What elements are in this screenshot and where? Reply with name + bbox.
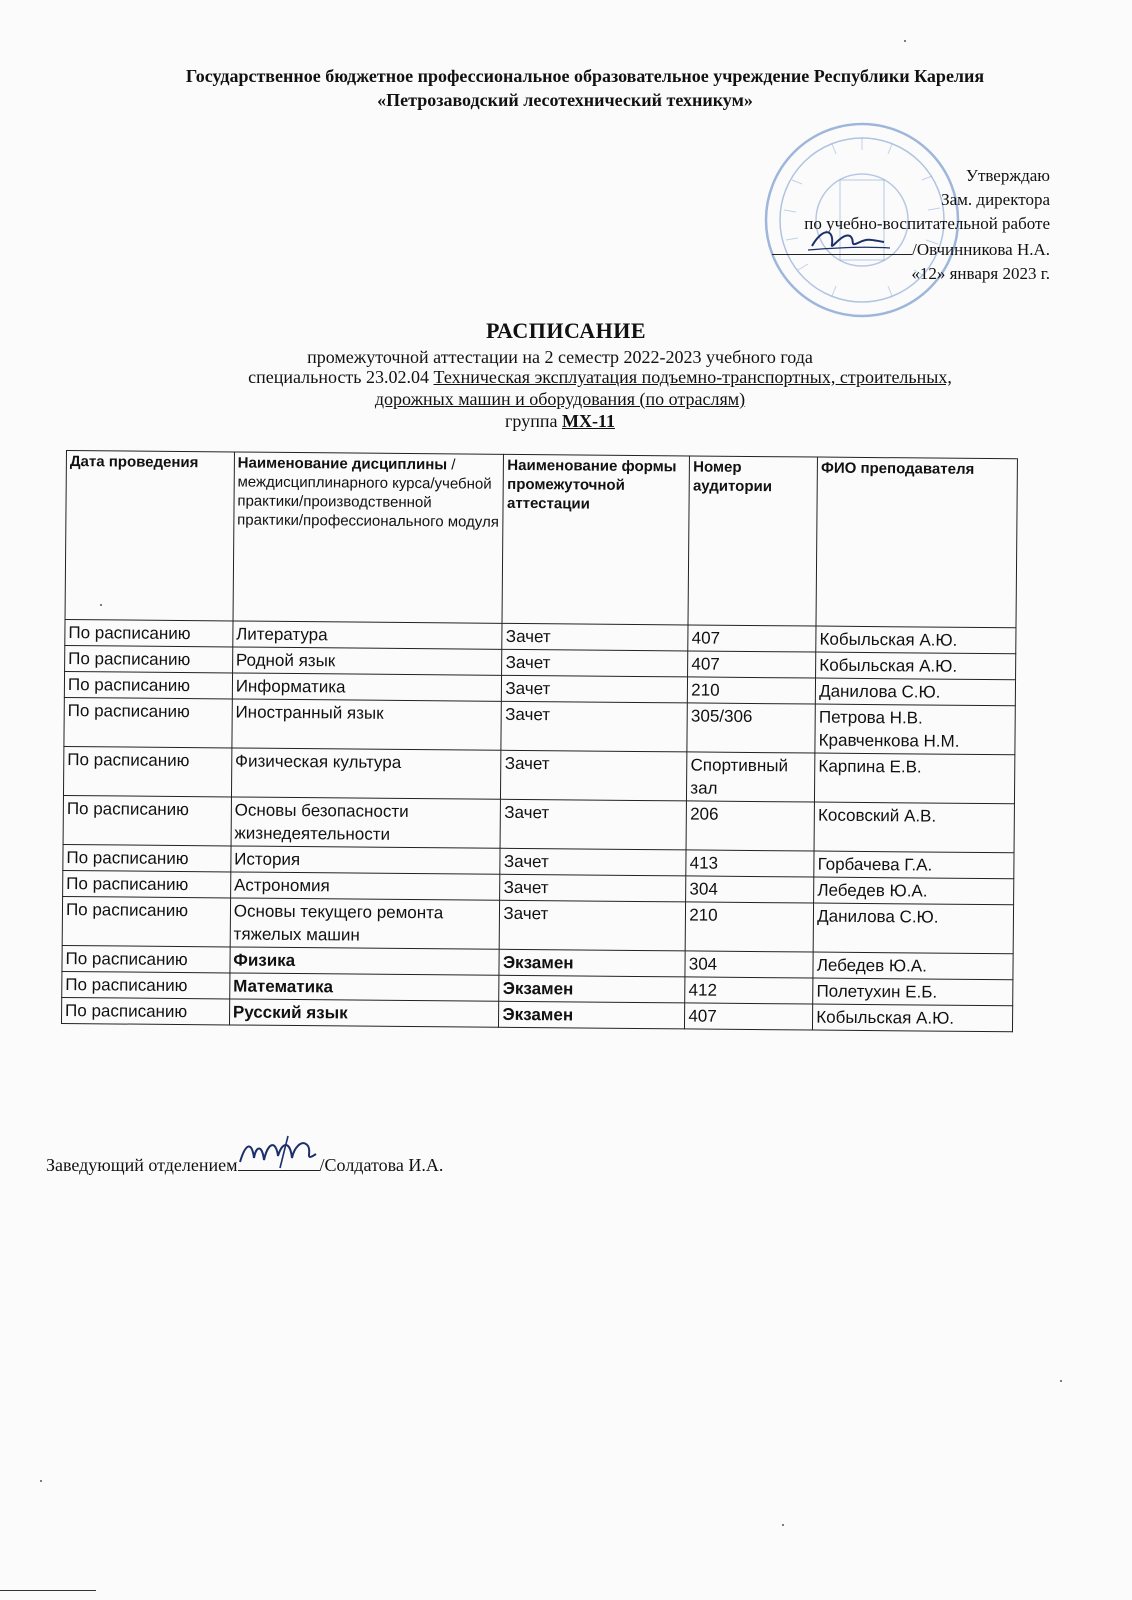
discipline-cell: Физическая культура [231, 748, 501, 799]
room-cell: 407 [685, 1003, 813, 1030]
footer-signature [46, 1152, 443, 1176]
date-cell: По расписанию [65, 645, 233, 672]
form-cell: Зачет [500, 900, 686, 951]
specialty-name-line1: Техническая эксплуатация подъемно-транспортных, строительных, [433, 367, 952, 387]
specialty-line-2 [180, 388, 940, 410]
header-discipline-bold: Наименование дисциплины [237, 454, 448, 474]
discipline-cell: Русский язык [229, 999, 499, 1027]
schedule-table [61, 450, 1018, 1032]
date-cell: По расписанию [64, 671, 232, 698]
teacher-cell: Петрова Н.В. Кравченкова Н.М. [815, 704, 1015, 755]
scan-speck [904, 40, 906, 42]
room-cell: 407 [688, 625, 816, 652]
approval-signer-row [772, 236, 1050, 262]
date-cell: По расписанию [63, 795, 231, 845]
discipline-cell: Информатика [232, 673, 502, 701]
form-cell: Зачет [500, 848, 686, 876]
institution-line-2: «Петрозаводский лесотехнический техникум» [377, 90, 753, 110]
teacher-cell: Лебедев Ю.А. [814, 877, 1014, 905]
room-cell: 210 [688, 677, 816, 704]
approval-signer: /Овчинникова Н.А. [912, 240, 1050, 259]
date-cell: По расписанию [63, 844, 231, 871]
footer-name: /Солдатова И.А. [319, 1155, 444, 1175]
date-cell: По расписанию [63, 870, 231, 897]
discipline-cell: Родной язык [232, 647, 502, 675]
teacher-cell: Кобыльская А.Ю. [816, 652, 1016, 680]
table-header-row [65, 451, 1017, 628]
table-row [63, 746, 1014, 803]
form-cell: Зачет [501, 750, 687, 801]
date-cell: По расписанию [64, 697, 232, 747]
approval-line-1: Утверждаю [965, 166, 1050, 185]
footer-position: Заведующий отделением [46, 1155, 238, 1175]
approval-block [772, 164, 1050, 286]
institution-line-1: Государственное бюджетное профессиональное образовательное учреждение Республики Карелия [185, 66, 985, 86]
room-cell: 305/306 [687, 703, 815, 753]
specialty-line [100, 366, 1100, 388]
date-cell: По расписанию [62, 971, 230, 998]
approval-date: «12» января 2023 г. [911, 264, 1050, 283]
scan-edge-line [0, 1590, 96, 1591]
date-cell: По расписанию [62, 896, 230, 946]
teacher-cell: Карпина Е.В. [815, 753, 1015, 804]
room-cell: 210 [685, 902, 813, 952]
scan-speck [40, 1480, 42, 1482]
room-cell: Спортивный зал [687, 752, 815, 802]
room-cell: 407 [688, 651, 816, 678]
discipline-cell: История [231, 846, 501, 874]
room-cell: 412 [685, 977, 813, 1004]
discipline-cell: Математика [230, 973, 500, 1001]
footer-signature-line [238, 1152, 320, 1171]
header-teacher: ФИО преподавателя [816, 457, 1017, 628]
header-form: Наименование формы промежуточной аттестации [502, 454, 689, 625]
room-cell: 304 [685, 951, 813, 978]
discipline-cell: Основы безопасности жизнедеятельности [231, 797, 501, 848]
table-row [62, 896, 1013, 953]
table-row [63, 795, 1014, 852]
form-cell: Зачет [501, 701, 687, 752]
room-cell: 413 [686, 850, 814, 877]
form-cell: Экзамен [499, 949, 685, 977]
teacher-cell: Полетухин Е.Б. [813, 978, 1013, 1006]
table-body [61, 619, 1015, 1031]
form-cell: Экзамен [499, 975, 685, 1003]
teacher-cell: Данилова С.Ю. [816, 678, 1016, 706]
date-cell: По расписанию [63, 746, 231, 796]
teacher-cell: Горбачева Г.А. [814, 851, 1014, 879]
form-cell: Экзамен [499, 1001, 685, 1029]
document-subtitle: промежуточной аттестации на 2 семестр 2022-2023 учебного года [307, 347, 813, 367]
form-cell: Зачет [502, 675, 688, 703]
header-discipline-rest: /междисциплинарного курса/учебной практики/производственной практики/профессионального модуля [237, 456, 499, 531]
group-line [180, 410, 940, 432]
specialty-name-line2: дорожных машин и оборудования (по отраслям) [374, 389, 746, 409]
date-cell: По расписанию [61, 997, 229, 1024]
discipline-cell: Основы текущего ремонта тяжелых машин [230, 898, 500, 949]
date-cell: По расписанию [65, 619, 233, 646]
scan-speck [100, 604, 102, 606]
room-cell: 206 [686, 801, 814, 851]
header-room: Номер аудитории [688, 456, 817, 626]
teacher-cell: Косовский А.В. [814, 802, 1014, 853]
scan-speck [782, 1524, 784, 1526]
discipline-cell: Литература [233, 621, 503, 649]
form-cell: Зачет [500, 874, 686, 902]
approval-signature-scribble [772, 222, 912, 256]
header-date: Дата проведения [65, 451, 234, 621]
form-cell: Зачет [502, 623, 688, 651]
teacher-cell: Данилова С.Ю. [813, 903, 1013, 954]
teacher-cell: Лебедев Ю.А. [813, 952, 1013, 980]
group-name: МХ-11 [561, 411, 615, 431]
discipline-cell: Физика [230, 947, 500, 975]
form-cell: Зачет [502, 649, 688, 677]
footer-signature-scribble [232, 1132, 332, 1172]
teacher-cell: Кобыльская А.Ю. [813, 1004, 1013, 1032]
specialty-prefix: специальность 23.02.04 [248, 367, 430, 387]
teacher-cell: Кобыльская А.Ю. [816, 626, 1016, 654]
room-cell: 304 [686, 876, 814, 903]
document-title: РАСПИСАНИЕ [485, 318, 647, 343]
approval-line-2: Зам. директора [941, 190, 1050, 209]
header-discipline [233, 452, 504, 623]
table-row [64, 697, 1015, 754]
approval-signature-line [772, 236, 912, 255]
discipline-cell: Астрономия [230, 872, 500, 900]
date-cell: По расписанию [62, 945, 230, 972]
group-prefix: группа [505, 411, 558, 431]
discipline-cell: Иностранный язык [232, 699, 502, 750]
scan-speck [1060, 1380, 1062, 1382]
approval-line-3: по учебно-воспитательной работе [804, 214, 1050, 233]
form-cell: Зачет [501, 799, 687, 850]
